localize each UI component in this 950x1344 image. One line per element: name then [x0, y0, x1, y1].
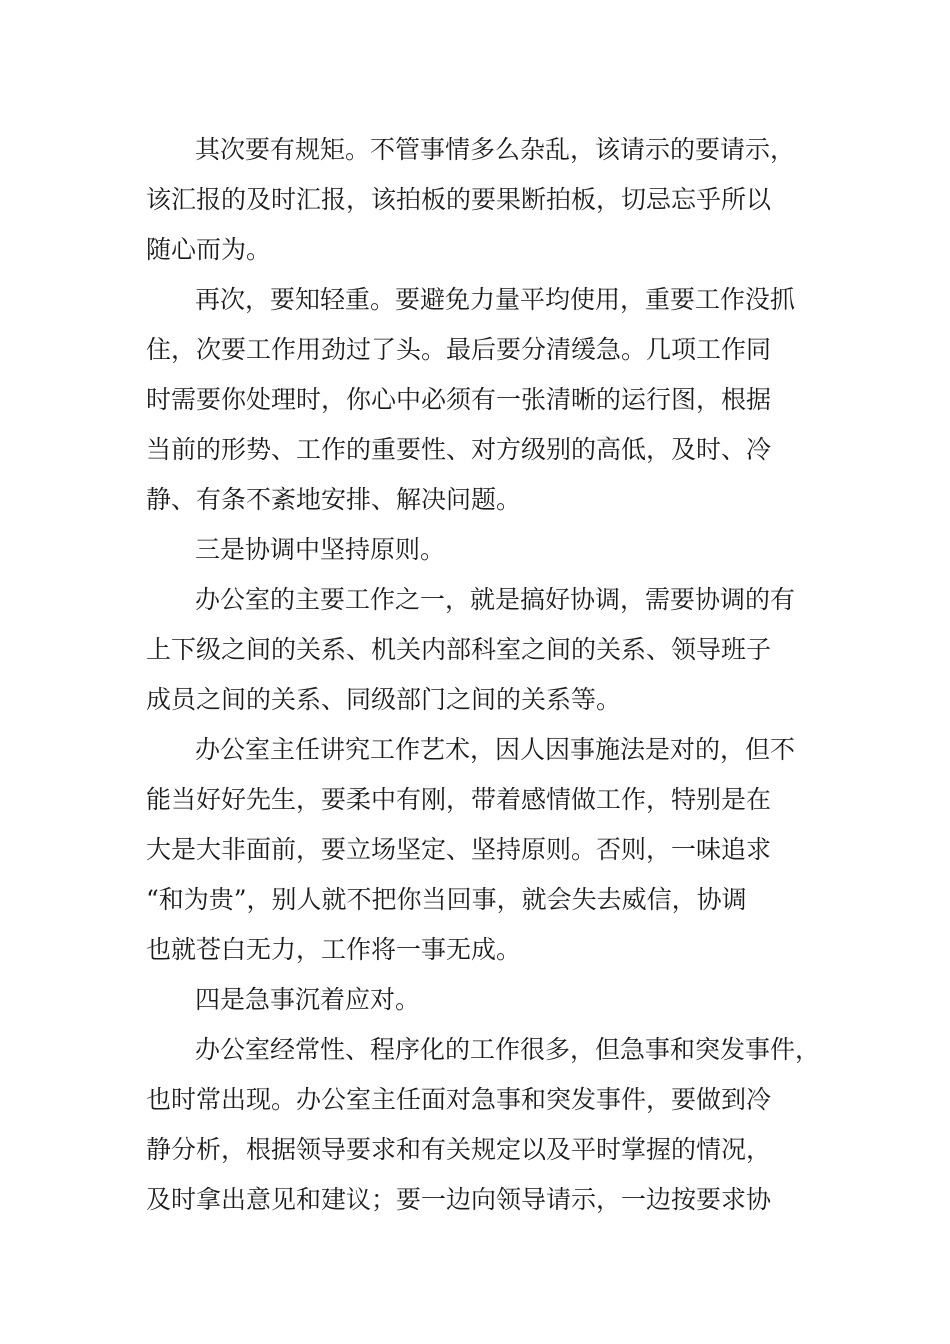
- text-line-11: 上下级之间的关系、机关内部科室之间的关系、领导班子: [146, 635, 772, 664]
- text-line-10: 办公室的主要工作之一，就是搞好协调，需要协调的有: [195, 585, 796, 614]
- text-line-5: 住，次要工作用劲过了头。最后要分清缓急。几项工作同: [146, 335, 772, 364]
- text-line-1: 其次要有规矩。不管事情多么杂乱，该请示的要请示，: [195, 135, 796, 164]
- text-line-14: 能当好好先生，要柔中有刚，带着感情做工作，特别是在: [146, 785, 772, 814]
- section-heading-3: 三是协调中坚持原则。: [195, 535, 446, 564]
- text-line-8: 静、有条不紊地安排、解决问题。: [146, 485, 522, 514]
- text-line-12: 成员之间的关系、同级部门之间的关系等。: [146, 685, 622, 714]
- text-line-22: 及时拿出意见和建议；要一边向领导请示，一边按要求协: [146, 1185, 772, 1214]
- text-line-19: 办公室经常性、程序化的工作很多，但急事和突发事件，: [195, 1035, 821, 1064]
- text-line-21: 静分析，根据领导要求和有关规定以及平时掌握的情况，: [146, 1135, 772, 1164]
- text-line-16: “和为贵”，别人就不把你当回事，就会失去威信，协调: [146, 885, 747, 914]
- text-line-3: 随心而为。: [146, 235, 272, 264]
- text-line-15: 大是大非面前，要立场坚定、坚持原则。否则，一味追求: [146, 835, 772, 864]
- text-line-17: 也就苍白无力，工作将一事无成。: [146, 935, 522, 964]
- text-line-2: 该汇报的及时汇报，该拍板的要果断拍板，切忌忘乎所以: [146, 185, 772, 214]
- text-line-20: 也时常出现。办公室主任面对急事和突发事件，要做到冷: [146, 1085, 772, 1114]
- text-line-4: 再次，要知轻重。要避免力量平均使用，重要工作没抓: [195, 285, 796, 314]
- text-line-7: 当前的形势、工作的重要性、对方级别的高低，及时、冷: [146, 435, 772, 464]
- text-line-6: 时需要你处理时，你心中必须有一张清晰的运行图，根据: [146, 385, 772, 414]
- section-heading-4: 四是急事沉着应对。: [195, 985, 421, 1014]
- text-line-13: 办公室主任讲究工作艺术，因人因事施法是对的，但不: [195, 735, 796, 764]
